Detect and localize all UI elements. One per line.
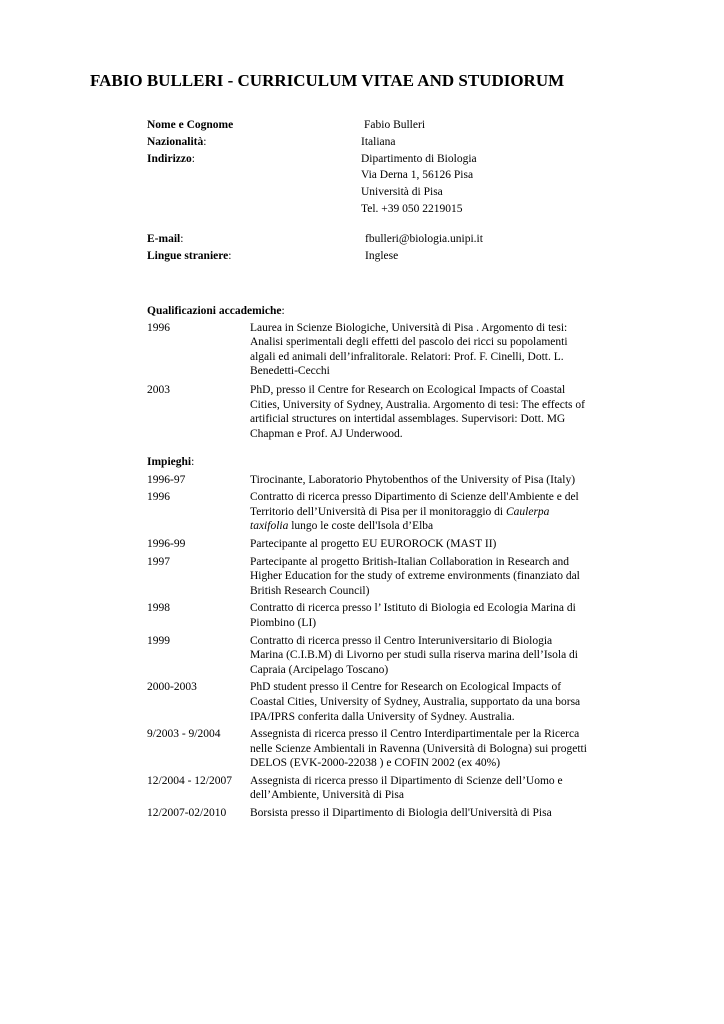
personal-info bbox=[147, 117, 627, 264]
employment-entry bbox=[147, 537, 587, 552]
entry-description: Assegnista di ricerca presso il Dipartimento di Scienze dell’Uomo e dell’Ambiente, Università di Pisa bbox=[250, 774, 563, 802]
employment-entry bbox=[147, 727, 587, 771]
languages-value: Inglese bbox=[365, 249, 399, 262]
address-line: Tel. +39 050 2219015 bbox=[361, 202, 463, 215]
email-row: E-mail: fbulleri@biologia.unipi.it bbox=[147, 231, 627, 248]
entry-description: Assegnista di ricerca presso il Centro Interdipartimentale per la Ricerca nelle Scienze Ambientali in Ravenna (Università di Bologna) sui progetti DELOS (EVK-2000-22038 ) e COFIN 2002 (ex 40%) bbox=[250, 728, 587, 770]
email-label: E-mail bbox=[147, 232, 181, 245]
entry-description: Contratto di ricerca presso Dipartimento di Scienze dell'Ambiente e del Territorio dell’Università di Pisa per il monitoraggio di Caulerpa taxifolia lungo le coste dell'Isola d’Elba bbox=[250, 491, 579, 533]
entry-description: PhD, presso il Centre for Research on Ecological Impacts of Coastal Cities, University of Sydney, Australia. Argomento di tesi: The effects of artificial structures on intertidal assemblages. Supervisori: Dott. MG Chapman e Prof. AJ Underwood. bbox=[250, 383, 585, 440]
address-line: Via Derna 1, 56126 Pisa bbox=[361, 169, 474, 182]
employment-section bbox=[147, 455, 587, 824]
entry-date: 2000-2003 bbox=[147, 681, 197, 694]
entry-date: 2003 bbox=[147, 383, 170, 396]
address-value bbox=[361, 151, 477, 218]
qualifications-heading: Qualificazioni accademiche: bbox=[147, 305, 285, 317]
nationality-row: Nazionalità: Italiana bbox=[147, 134, 627, 151]
employment-entry bbox=[147, 634, 587, 678]
nationality-label: Nazionalità bbox=[147, 135, 204, 148]
address-line: Dipartimento di Biologia bbox=[361, 152, 477, 165]
entry-date: 1996 bbox=[147, 321, 170, 334]
entry-date: 1996-97 bbox=[147, 473, 186, 486]
entry-date: 1996-99 bbox=[147, 537, 186, 550]
entry-date: 9/2003 - 9/2004 bbox=[147, 728, 221, 741]
entry-date: 1999 bbox=[147, 634, 170, 647]
entry-description: PhD student presso il Centre for Research on Ecological Impacts of Coastal Cities, University of Sydney, Australia, supportato da una borsa IPA/IPRS conferita dalla University of Sydney. Australia. bbox=[250, 681, 581, 723]
entry-date: 1998 bbox=[147, 602, 170, 615]
entry-description: Contratto di ricerca presso l’ Istituto di Biologia ed Ecologia Marina di Piombino (LI) bbox=[250, 602, 576, 629]
languages-label: Lingue straniere bbox=[147, 249, 229, 262]
address-line: Università di Pisa bbox=[361, 186, 443, 199]
entry-description: Partecipante al progetto EU EUROROCK (MAST II) bbox=[250, 537, 497, 550]
entry-date: 1996 bbox=[147, 491, 170, 504]
employment-entry bbox=[147, 680, 587, 724]
qualification-entry bbox=[147, 321, 587, 379]
employment-heading: Impieghi: bbox=[147, 456, 195, 468]
employment-entry bbox=[147, 601, 587, 630]
employment-entry bbox=[147, 774, 587, 803]
employment-entry bbox=[147, 806, 587, 821]
employment-entry bbox=[147, 473, 587, 488]
employment-entry bbox=[147, 490, 587, 534]
entry-date: 12/2004 - 12/2007 bbox=[147, 774, 232, 787]
qualifications-section bbox=[147, 304, 587, 444]
address-label: Indirizzo bbox=[147, 152, 192, 165]
languages-row: Lingue straniere: Inglese bbox=[147, 248, 627, 265]
entry-date: 12/2007-02/2010 bbox=[147, 807, 227, 820]
address-row: Indirizzo: Dipartimento di Biologia Via Derna 1, 56126 Pisa Università di Pisa Tel. +39 050 2219015 bbox=[147, 151, 627, 218]
entry-description: Partecipante al progetto British-Italian Collaboration in Research and Higher Education for the study of extreme environments (finanziato dal British Research Council) bbox=[250, 555, 580, 597]
entry-description: Tirocinante, Laboratorio Phytobenthos of the University of Pisa (Italy) bbox=[250, 473, 576, 486]
name-row bbox=[147, 117, 627, 134]
qualification-entry bbox=[147, 383, 587, 441]
entry-date: 1997 bbox=[147, 555, 170, 568]
page-title: FABIO BULLERI - CURRICULUM VITAE AND STUDIORUM bbox=[90, 71, 565, 90]
entry-description: Laurea in Scienze Biologiche, Università di Pisa . Argomento di tesi: Analisi sperimentali degli effetti del pascolo dei ricci su popolamenti algali ed animali dell’infralitorale. Relatori: Prof. F. Cinelli, Dott. L. Benedetti-Cecchi bbox=[250, 321, 568, 378]
nationality-value: Italiana bbox=[361, 135, 396, 148]
entry-description: Borsista presso il Dipartimento di Biologia dell'Università di Pisa bbox=[250, 807, 552, 820]
employment-entry bbox=[147, 555, 587, 599]
name-value: Fabio Bulleri bbox=[364, 119, 426, 131]
name-label: Nome e Cognome bbox=[147, 119, 234, 131]
entry-description: Contratto di ricerca presso il Centro Interuniversitario di Biologia Marina (C.I.B.M) di Livorno per studi sulla riserva marina dell’Isola di Capraia (Arcipelago Toscano) bbox=[250, 634, 578, 676]
email-value: fbulleri@biologia.unipi.it bbox=[365, 232, 483, 245]
